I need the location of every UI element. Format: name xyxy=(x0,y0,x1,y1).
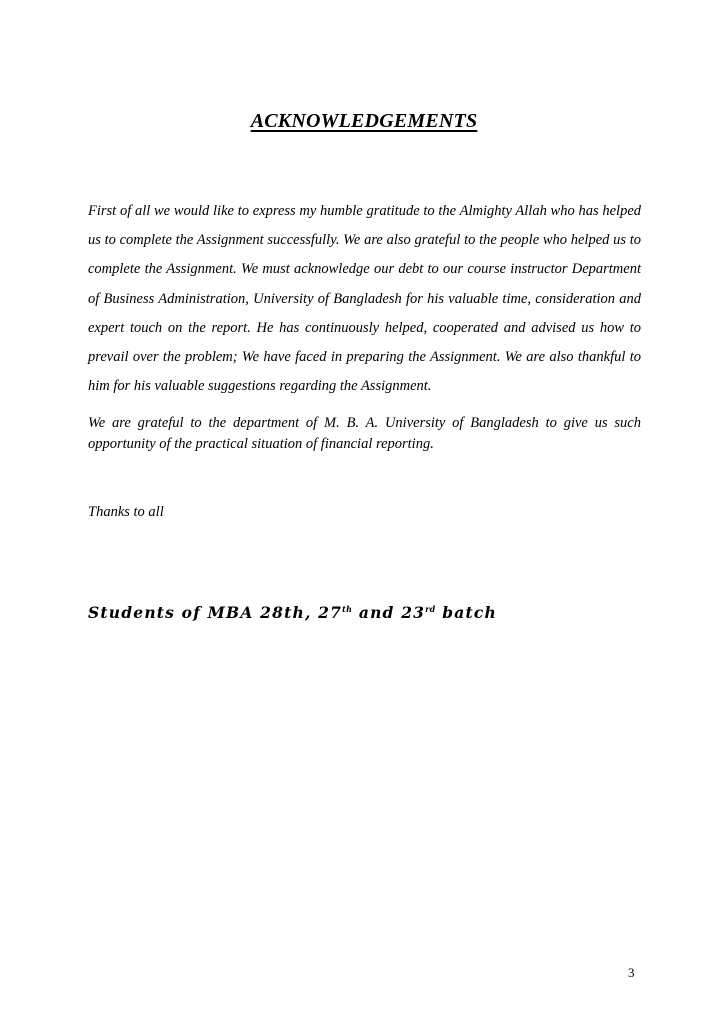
thanks-line: Thanks to all xyxy=(88,504,164,520)
page-title: ACKNOWLEDGEMENTS xyxy=(250,110,478,132)
page-number: 3 xyxy=(628,965,635,980)
signature-text-part-3: batch xyxy=(435,603,497,622)
acknowledgement-paragraph-2: We are grateful to the department of M. B. A. University of Bangladesh to give us such opportunity of the practical situation of financial reporting. xyxy=(88,415,641,452)
signature-superscript-2: rd xyxy=(425,603,436,614)
signature-text-part-2: and 23 xyxy=(352,603,426,622)
signature-text-part-1: Students of MBA 28th, 27 xyxy=(88,603,343,622)
signature-superscript-1: th xyxy=(342,603,353,614)
acknowledgement-paragraph-1: First of all we would like to express my humble gratitude to the Almighty Allah who has helped us to complete the Assignment successfully. We are also grateful to the people who helped us to complete the Assignment. We must acknowledge our debt to our course instructor Department of Business Administration, University of Bangladesh for his valuable time, consideration and expert touch on the report. He has continuously helped, cooperated and advised us how to prevail over the problem; We have faced in preparing the Assignment. We are also thankful to him for his valuable suggestions regarding the Assignment. xyxy=(88,203,641,395)
signature-line xyxy=(88,603,497,622)
